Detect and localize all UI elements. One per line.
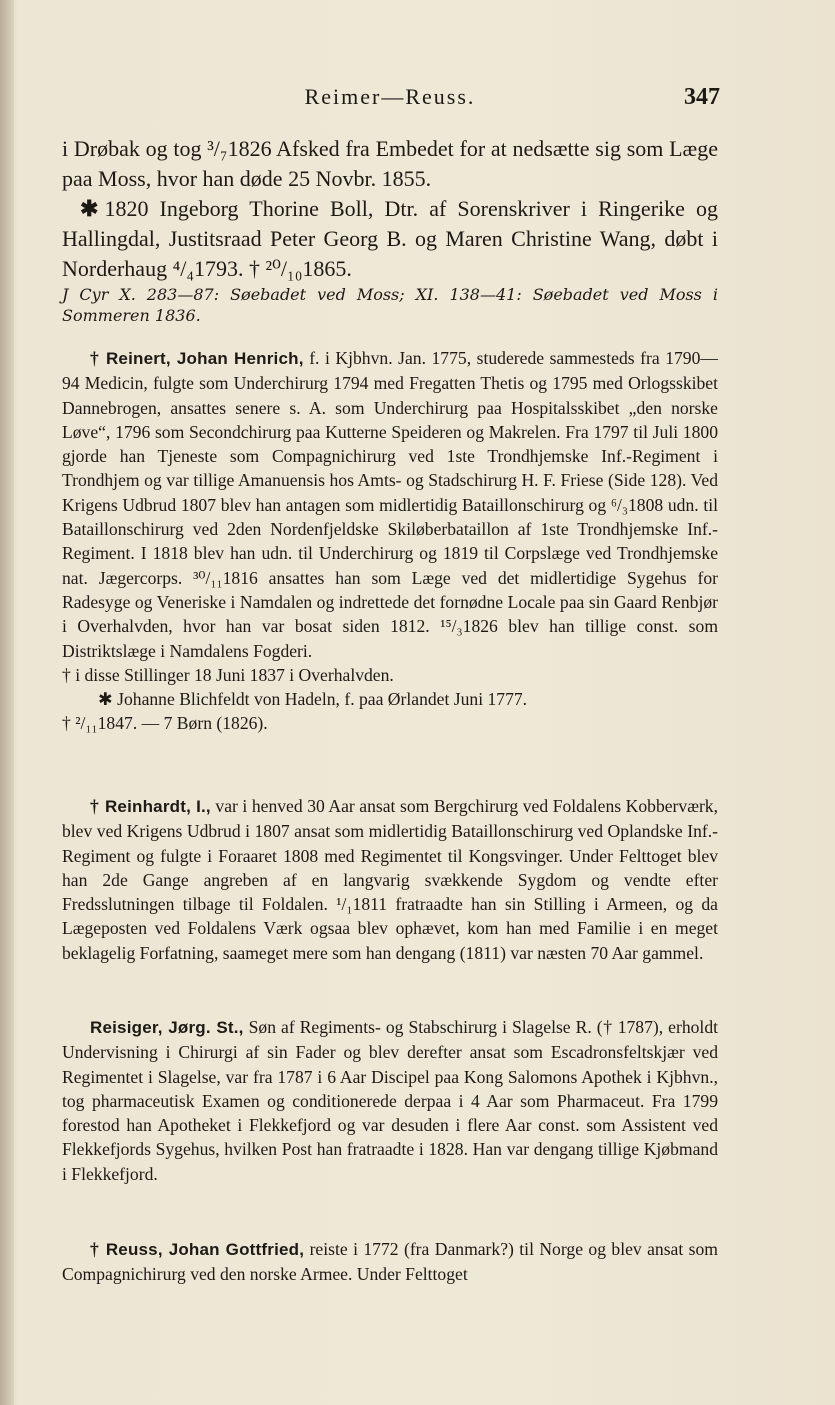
- running-title: Reimer—Reuss.: [304, 84, 476, 109]
- entry-reinert-death: † i disse Stillinger 18 Juni 1837 i Overhalvden.: [62, 664, 394, 685]
- entry-reinert-spouse: ✱ Johanne Blichfeldt von Hadeln, f. paa Ørlandet Juni 1777.: [98, 689, 528, 710]
- source-note: J Cyr X. 283—87: Søebadet ved Moss; XI. 138—41: Søebadet ved Moss i Sommeren 1836.: [62, 285, 718, 325]
- entry-reuss-name: Reuss, Johan Gottfried,: [105, 1240, 305, 1259]
- intro-continuation: [62, 134, 718, 326]
- entry-reinhardt-name: Reinhardt, I.,: [104, 797, 211, 816]
- entry-reuss: [62, 1237, 718, 1287]
- intro-line: i Drøbak og tog ³/₇1826 Afsked fra Embedet for at nedsætte sig som Læge paa Moss, hvor han døde 25 Novbr. 1855.: [62, 136, 718, 191]
- entry-reuss-body: [62, 1237, 718, 1287]
- entry-reisiger-body: [62, 1015, 718, 1186]
- entry-reinhardt-body: [62, 794, 718, 965]
- dagger-icon: †: [90, 796, 99, 816]
- dagger-icon: †: [90, 1239, 100, 1259]
- page-number: 347: [684, 84, 720, 110]
- marriage-star-icon: ✱: [80, 196, 99, 221]
- page-header: [60, 84, 720, 114]
- entry-reuss-text: reiste i 1772 (fra Danmark?) til Norge og blev ansat som Compagnichirurg ved den norske Armee. Under Felttoget: [62, 1239, 718, 1285]
- dagger-icon: †: [90, 348, 100, 368]
- page-spine-shadow: [0, 0, 14, 1405]
- entry-reinhardt: [62, 794, 718, 965]
- marriage-paragraph: [62, 194, 718, 284]
- entry-reisiger: [62, 1015, 718, 1186]
- entry-reinert: [62, 346, 718, 736]
- entry-reinert-text: f. i Kjbhvn. Jan. 1775, studerede sammesteds fra 1790—94 Medicin, fulgte som Underchirurg 1794 med Fregatten Thetis og 1795 med Orlogsskibet Dannebrogen, ansattes senere s. A. som Underchirurg paa Hospitalsskibet „den norske Løve“, 1796 som Secondchirurg paa Kutterne Speideren og Makrelen. Fra 1797 til Juli 1800 gjorde han Tjeneste som Compagnichirurg ved 1ste Trondhjemske Inf.-Regiment i Trondhjem og var tillige Amanuensis hos Amts- og Stadschirurg H. F. Friese (Side 128). Ved Krigens Udbrud 1807 blev han antagen som midlertidig Bataillonschirurg og ⁶/₃1808 udn. til Bataillonschirurg ved 2den Nordenfjeldske Skiløberbataillon af 1ste Trondhjemske Inf.-Regiment. I 1818 blev han udn. til Underchirurg og 1819 til Corpslæge ved Trondhjemske nat. Jægercorps. ³⁰/₁₁1816 ansattes han som Læge ved det midlertidige Sygehus for Radesyge og Veneriske i Namdalen og indrettede det fornødne Locale paa sin Gaard Renbjør i Overhalvden, hvor han var bosat siden 1812. ¹⁵/₃1826 blev han tillige const. som Distriktslæge i Namdalens Fogderi.: [62, 348, 718, 661]
- entry-reisiger-text: Søn af Regiments- og Stabschirurg i Slagelse R. († 1787), erholdt Undervisning i Chirurgi af sin Fader og blev derefter ansat som Escadronsfeltskjær ved Regimentet i Slagelse, var fra 1787 i 6 Aar Discipel paa Kong Salomons Apothek i Kjbhvn., tog pharmaceutisk Examen og conditionerede derpaa i 4 Aar som Pharmaceut. Fra 1799 forestod han Apotheket i Flekkefjord og var desuden i flere Aar const. som Assistent ved Flekkefjords Sygehus, hvilken Post han fratraadte i 1828. Han var dengang tillige Kjøbmand i Flekkefjord.: [62, 1017, 718, 1184]
- entry-reinert-body: [62, 346, 718, 663]
- entry-reinhardt-text: var i henved 30 Aar ansat som Bergchirurg ved Foldalens Kobberværk, blev ved Krigens Udbrud i 1807 ansat som midlertidig Bataillonschirurg ved Oplandske Inf.-Regiment og fulgte i Foraaret 1808 med Regimentet til Kongsvinger. Under Felttoget blev han 2de Gange angreben af en langvarig svækkende Sygdom og vendte efter Fredsslutningen tilbage til Foldalen. ¹/₁1811 fratraadte han sin Stilling i Armeen, og da Lægeposten ved Foldalens Værk ogsaa blev ophævet, kom han med Familie i en meget beklagelig Forfatning, saameget mere som han dengang (1811) var næsten 70 Aar gammel.: [62, 796, 719, 963]
- entry-reinert-spouse-death: † ²/₁₁1847. — 7 Børn (1826).: [62, 713, 268, 734]
- entry-reisiger-name: Reisiger, Jørg. St.,: [90, 1018, 244, 1037]
- entry-reinert-name: Reinert, Johan Henrich,: [105, 349, 304, 368]
- marriage-text: 1820 Ingeborg Thorine Boll, Dtr. af Sorenskriver i Ringerike og Hallingdal, Justitsraad Peter Georg B. og Maren Christine Wang, døbt i Norderhaug ⁴/₄1793. † ²⁰/₁₀1865.: [62, 196, 718, 281]
